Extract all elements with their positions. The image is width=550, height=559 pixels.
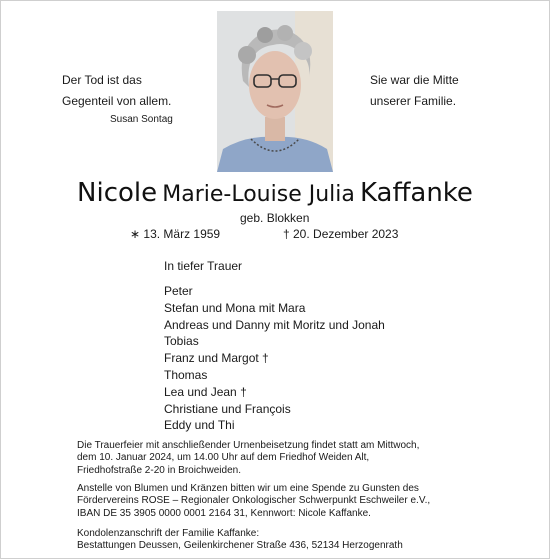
middle-names: Marie-Louise Julia xyxy=(162,182,355,207)
funeral-notice-line: dem 10. Januar 2024, um 14.00 Uhr auf dem Friedhof Weiden Alt, xyxy=(77,452,370,464)
first-name: Nicole xyxy=(77,178,158,208)
deceased-name xyxy=(0,176,550,213)
quote-left xyxy=(62,70,173,128)
quote-right xyxy=(370,70,459,112)
condolence-address xyxy=(77,528,403,553)
mourner: Tobias xyxy=(164,334,199,349)
condolence-line: Bestattungen Deussen, Geilenkirchener Straße 436, 52134 Herzogenrath xyxy=(77,540,403,552)
quote-right-line-1: Sie war die Mitte xyxy=(370,73,459,87)
portrait-photo xyxy=(217,11,333,172)
mourner: Eddy und Thi xyxy=(164,418,235,433)
donation-notice-line: IBAN DE 35 3905 0000 0001 2164 31, Kennwort: Nicole Kaffanke. xyxy=(77,507,371,519)
mourner: Lea und Jean † xyxy=(164,384,247,399)
last-name: Kaffanke xyxy=(359,178,473,208)
mourner: Andreas und Danny mit Moritz und Jonah xyxy=(164,317,385,332)
quote-right-line-2: unserer Familie. xyxy=(370,94,457,108)
mourner: Stefan und Mona mit Mara xyxy=(164,300,306,315)
funeral-notice xyxy=(77,440,419,477)
birth-date: ∗ 13. März 1959 xyxy=(130,227,221,241)
funeral-notice-line: Die Trauerfeier mit anschließender Urnenbeisetzung findet statt am Mittwoch, xyxy=(77,440,420,451)
maiden-name: geb. Blokken xyxy=(240,211,310,225)
donation-notice-line: Anstelle von Blumen und Kränzen bitten wir um eine Spende zu Gunsten des xyxy=(77,483,419,494)
mourner: Thomas xyxy=(164,367,208,382)
mourning-intro: In tiefer Trauer xyxy=(164,259,243,273)
life-dates xyxy=(130,226,399,242)
mourner: Peter xyxy=(164,284,193,298)
quote-left-line-2: Gegenteil von allem. xyxy=(62,94,172,108)
quote-author: Susan Sontag xyxy=(110,114,173,125)
mourners-list xyxy=(164,283,385,434)
donation-notice-line: Fördervereins ROSE – Regionaler Onkologischer Schwerpunkt Eschweiler e.V., xyxy=(77,495,431,507)
mourner: Franz und Margot † xyxy=(164,351,269,366)
donation-notice xyxy=(77,483,430,520)
condolence-line: Kondolenzanschrift der Familie Kaffanke: xyxy=(77,528,260,539)
quote-left-line-1: Der Tod ist das xyxy=(62,73,142,87)
portrait-illustration xyxy=(217,11,333,172)
death-date: † 20. Dezember 2023 xyxy=(283,227,399,241)
mourner: Christiane und François xyxy=(164,401,291,416)
funeral-notice-line: Friedhofstraße 2-20 in Broichweiden. xyxy=(77,464,241,476)
